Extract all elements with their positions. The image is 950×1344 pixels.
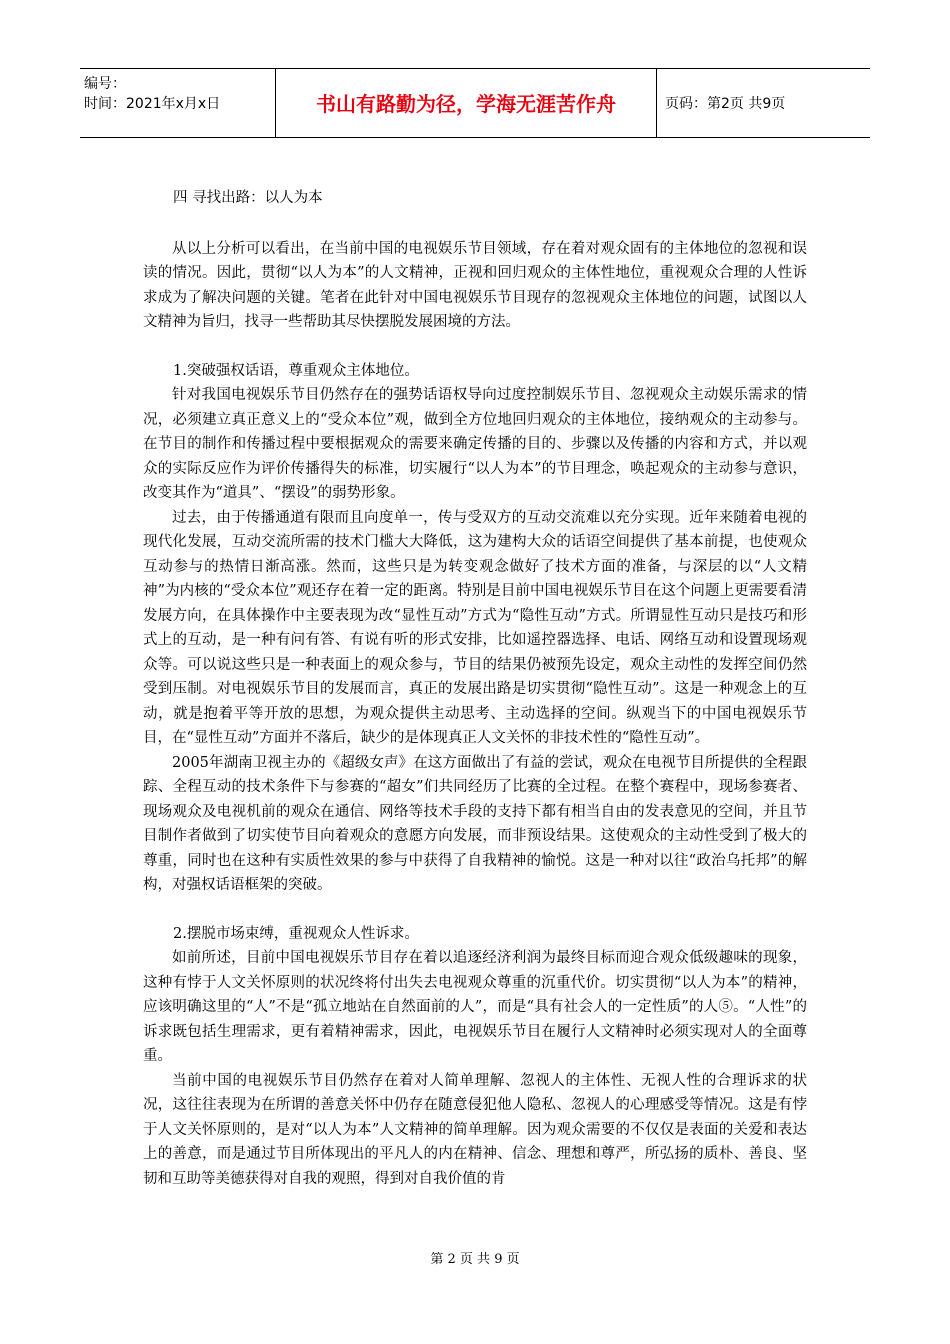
body-paragraph: 从以上分析可以看出，在当前中国的电视娱乐节目领域，存在着对观众固有的主体地位的忽视和误读的情况。因此，贯彻“以人为本”的人文精神，正视和回归观众的主体性地位，重视观众合理的人性诉求成为了解决问题的关键。笔者在此针对中国电视娱乐节目现存的忽视观众主体地位的问题，试图以人文精神为旨归，找寻一些帮助其尽快摆脱发展困境的方法。 xyxy=(143,240,807,330)
header-page-code: 页码：第2页 共9页 xyxy=(665,96,786,112)
header-meta-cell xyxy=(80,69,276,137)
body-paragraph: 如前所述，目前中国电视娱乐节目存在着以追逐经济利润为最终目标而迎合观众低级趣味的现象，这种有悖于人文关怀原则的状况终将付出失去电视观众尊重的沉重代价。切实贯彻“以人为本”的精神，应该明确这里的“人”不是“孤立地站在自然面前的人”，而是“具有社会人的一定性质”的人⑤。“人性”的诉求既包括生理需求，更有着精神需求，因此，电视娱乐节目在履行人文精神时必须实现对人的全面尊重。 xyxy=(143,950,807,1064)
body-paragraph: 2005年湖南卫视主办的《超级女声》在这方面做出了有益的尝试，观众在电视节目所提供的全程跟踪、全程互动的技术条件下与参赛的“超女”们共同经历了比赛的全过程。在整个赛程中，现场参赛者、现场观众及电视机前的观众在通信、网络等技术手段的支持下都有相当自由的发表意见的空间，并且节目制作者做到了切实使节目向着观众的意愿方向发展，而非预设结果。这使观众的主动性受到了极大的尊重，同时也在这种有实质性效果的参与中获得了自我精神的愉悦。这是一种对以往“政治乌托邦”的解构，对强权话语框架的突破。 xyxy=(143,754,807,893)
body-paragraph: 针对我国电视娱乐节目仍然存在的强势话语权导向过度控制娱乐节目、忽视观众主动娱乐需求的情况，必须建立真正意义上的“受众本位”观，做到全方位地回归观众的主体地位，接纳观众的主动参与。在节目的制作和传播过程中要根据观众的需要来确定传播的目的、步骤以及传播的内容和方式，并以观众的实际反应作为评价传播得失的标准，切实履行“以人为本”的节目理念，唤起观众的主动参与意识，改变其作为“道具”、“摆设”的弱势形象。 xyxy=(143,387,807,501)
document-date-label: 时间：2021年x月x日 xyxy=(84,96,221,112)
page-footer: 第 2 页 共 9 页 xyxy=(430,1252,520,1267)
subsection-heading: 1.突破强权话语，尊重观众主体地位。 xyxy=(173,362,419,379)
header-motto: 书山有路勤为径，学海无涯苦作舟 xyxy=(276,69,657,137)
document-number-label: 编号： xyxy=(84,76,126,92)
body-paragraph: 过去，由于传播通道有限而且向度单一，传与受双方的互动交流难以充分实现。近年来随着电视的现代化发展，互动交流所需的技术门槛大大降低，这为建构大众的话语空间提供了基本前提，也使观众互动参与的热情日渐高涨。然而，这些只是为转变观念做好了技术方面的准备，与深层的以“人文精神”为内核的“受众本位”观还存在着一定的距离。特别是目前中国电视娱乐节目在这个问题上更需要看清发展方向，在具体操作中主要表现为改“显性互动”方式为“隐性互动”方式。所谓显性互动只是技巧和形式上的互动，是一种有问有答、有说有听的形式安排，比如遥控器选择、电话、网络互动和设置现场观众等。可以说这些只是一种表面上的观众参与，节目的结果仍被预先设定，观众主动性的发挥空间仍然受到压制。对电视娱乐节目的发展而言，真正的发展出路是切实贯彻“隐性互动”。这是一种观念上的互动，就是抱着平等开放的思想，为观众提供主动思考、主动选择的空间。纵观当下的中国电视娱乐节目，在“显性互动”方面并不落后，缺少的是体现真正人文关怀的非技术性的“隐性互动”。 xyxy=(143,509,807,746)
subsection-heading: 2.摆脱市场束缚，重视观众人性诉求。 xyxy=(173,925,419,942)
page-header xyxy=(80,68,870,138)
document-body xyxy=(143,186,807,1191)
body-paragraph: 当前中国的电视娱乐节目仍然存在着对人简单理解、忽视人的主体性、无视人性的合理诉求的状况，这往往表现为在所谓的善意关怀中仍存在随意侵犯他人隐私、忽视人的心理感受等情况。这是有悖于人文关怀原则的，是对“以人为本”人文精神的简单理解。因为观众需要的不仅仅是表面的关爱和表达上的善意，而是通过节目所体现出的平凡人的内在精神、信念、理想和尊严，所弘扬的质朴、善良、坚韧和互助等美德获得对自我的观照，得到对自我价值的肯 xyxy=(143,1072,807,1187)
section-heading: 四 寻找出路：以人为本 xyxy=(173,190,323,206)
